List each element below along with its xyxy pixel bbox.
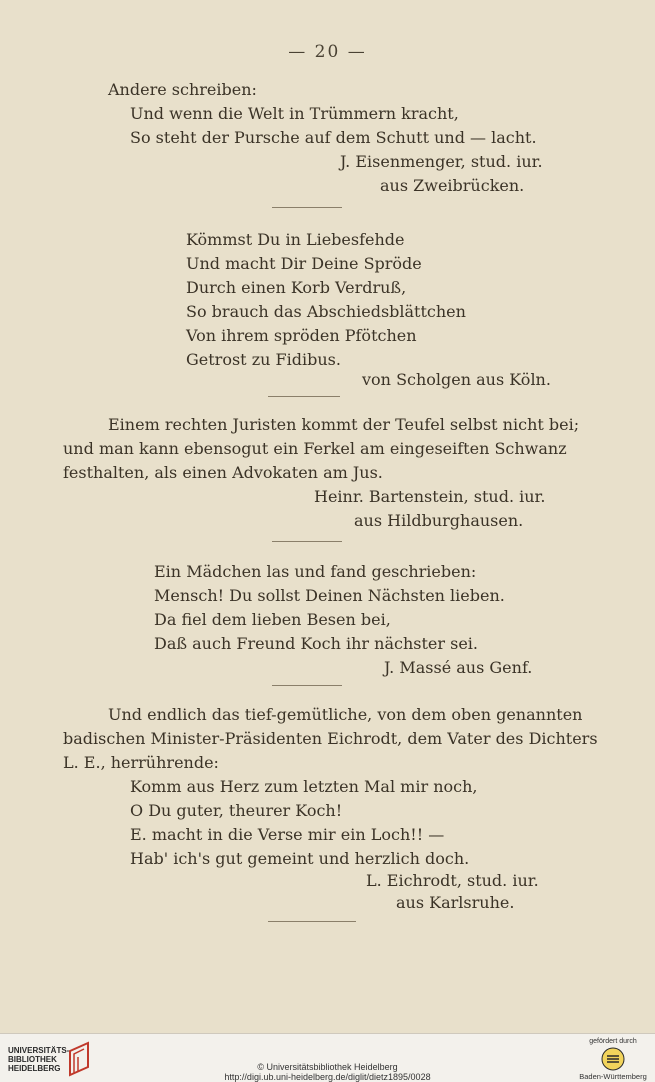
library-name: UNIVERSITÄTS- BIBLIOTHEK HEIDELBERG	[8, 1046, 70, 1073]
section1-origin: aus Zweibrücken.	[380, 176, 525, 195]
section1-verse-line: Und wenn die Welt in Trümmern kracht,	[130, 104, 459, 123]
source-url-link[interactable]: http://digi.ub.uni-heidelberg.de/diglit/dietz1895/0028	[224, 1072, 431, 1082]
section5-verse-line: Komm aus Herz zum letzten Mal mir noch,	[130, 777, 478, 796]
page-number: — 20 —	[288, 42, 367, 62]
section5-prose-line: L. E., herrührende:	[63, 753, 219, 772]
section2-verse-line: Getrost zu Fidibus.	[186, 350, 341, 369]
copyright-notice: © Universitätsbibliothek Heidelberg	[257, 1062, 398, 1072]
section-divider	[272, 541, 342, 542]
section5-author: L. Eichrodt, stud. iur.	[366, 871, 539, 890]
section4-verse-line: Mensch! Du sollst Deinen Nächsten lieben.	[154, 586, 505, 605]
section2-verse-line: Und macht Dir Deine Spröde	[186, 254, 422, 273]
section2-verse-line: Von ihrem spröden Pfötchen	[186, 326, 417, 345]
section-divider	[272, 207, 342, 208]
section1-author: J. Eisenmenger, stud. iur.	[340, 152, 543, 171]
section4-verse-line: Ein Mädchen las und fand geschrieben:	[154, 562, 477, 581]
section3-origin: aus Hildburghausen.	[354, 511, 524, 530]
section2-verse-line: So brauch das Abschiedsblättchen	[186, 302, 466, 321]
section-divider	[268, 396, 340, 397]
sponsor-label: gefördert durch	[589, 1038, 637, 1045]
section1-verse-line: So steht der Pursche auf dem Schutt und — lacht.	[130, 128, 537, 147]
section-divider	[272, 685, 342, 686]
sponsor-block	[577, 1038, 649, 1081]
state-seal-icon	[601, 1047, 625, 1071]
closing-divider	[268, 921, 356, 922]
section3-prose-line: und man kann ebensogut ein Ferkel am eingeseiften Schwanz	[63, 439, 567, 458]
section1-intro: Andere schreiben:	[108, 80, 257, 99]
digitization-footer	[0, 1033, 655, 1082]
section4-verse-line: Daß auch Freund Koch ihr nächster sei.	[154, 634, 478, 653]
section2-author: von Scholgen aus Köln.	[362, 370, 551, 389]
section5-prose-line: badischen Minister-Präsidenten Eichrodt, dem Vater des Dichters	[63, 729, 598, 748]
section3-prose-line: Einem rechten Juristen kommt der Teufel selbst nicht bei;	[108, 415, 580, 434]
section2-verse-line: Durch einen Korb Verdruß,	[186, 278, 407, 297]
section4-author: J. Massé aus Genf.	[384, 658, 533, 677]
section5-prose-line: Und endlich das tief-gemütliche, von dem oben genannten	[108, 705, 583, 724]
sponsor-name: Baden-Württemberg	[579, 1072, 647, 1081]
section5-verse-line: Hab' ich's gut gemeint und herzlich doch.	[130, 849, 470, 868]
section3-author: Heinr. Bartenstein, stud. iur.	[314, 487, 546, 506]
section5-verse-line: O Du guter, theurer Koch!	[130, 801, 343, 820]
section3-prose-line: festhalten, als einen Advokaten am Jus.	[63, 463, 383, 482]
section4-verse-line: Da fiel dem lieben Besen bei,	[154, 610, 391, 629]
section5-origin: aus Karlsruhe.	[396, 893, 515, 912]
section5-verse-line: E. macht in die Verse mir ein Loch!! —	[130, 825, 445, 844]
section2-verse-line: Kömmst Du in Liebesfehde	[186, 230, 405, 249]
